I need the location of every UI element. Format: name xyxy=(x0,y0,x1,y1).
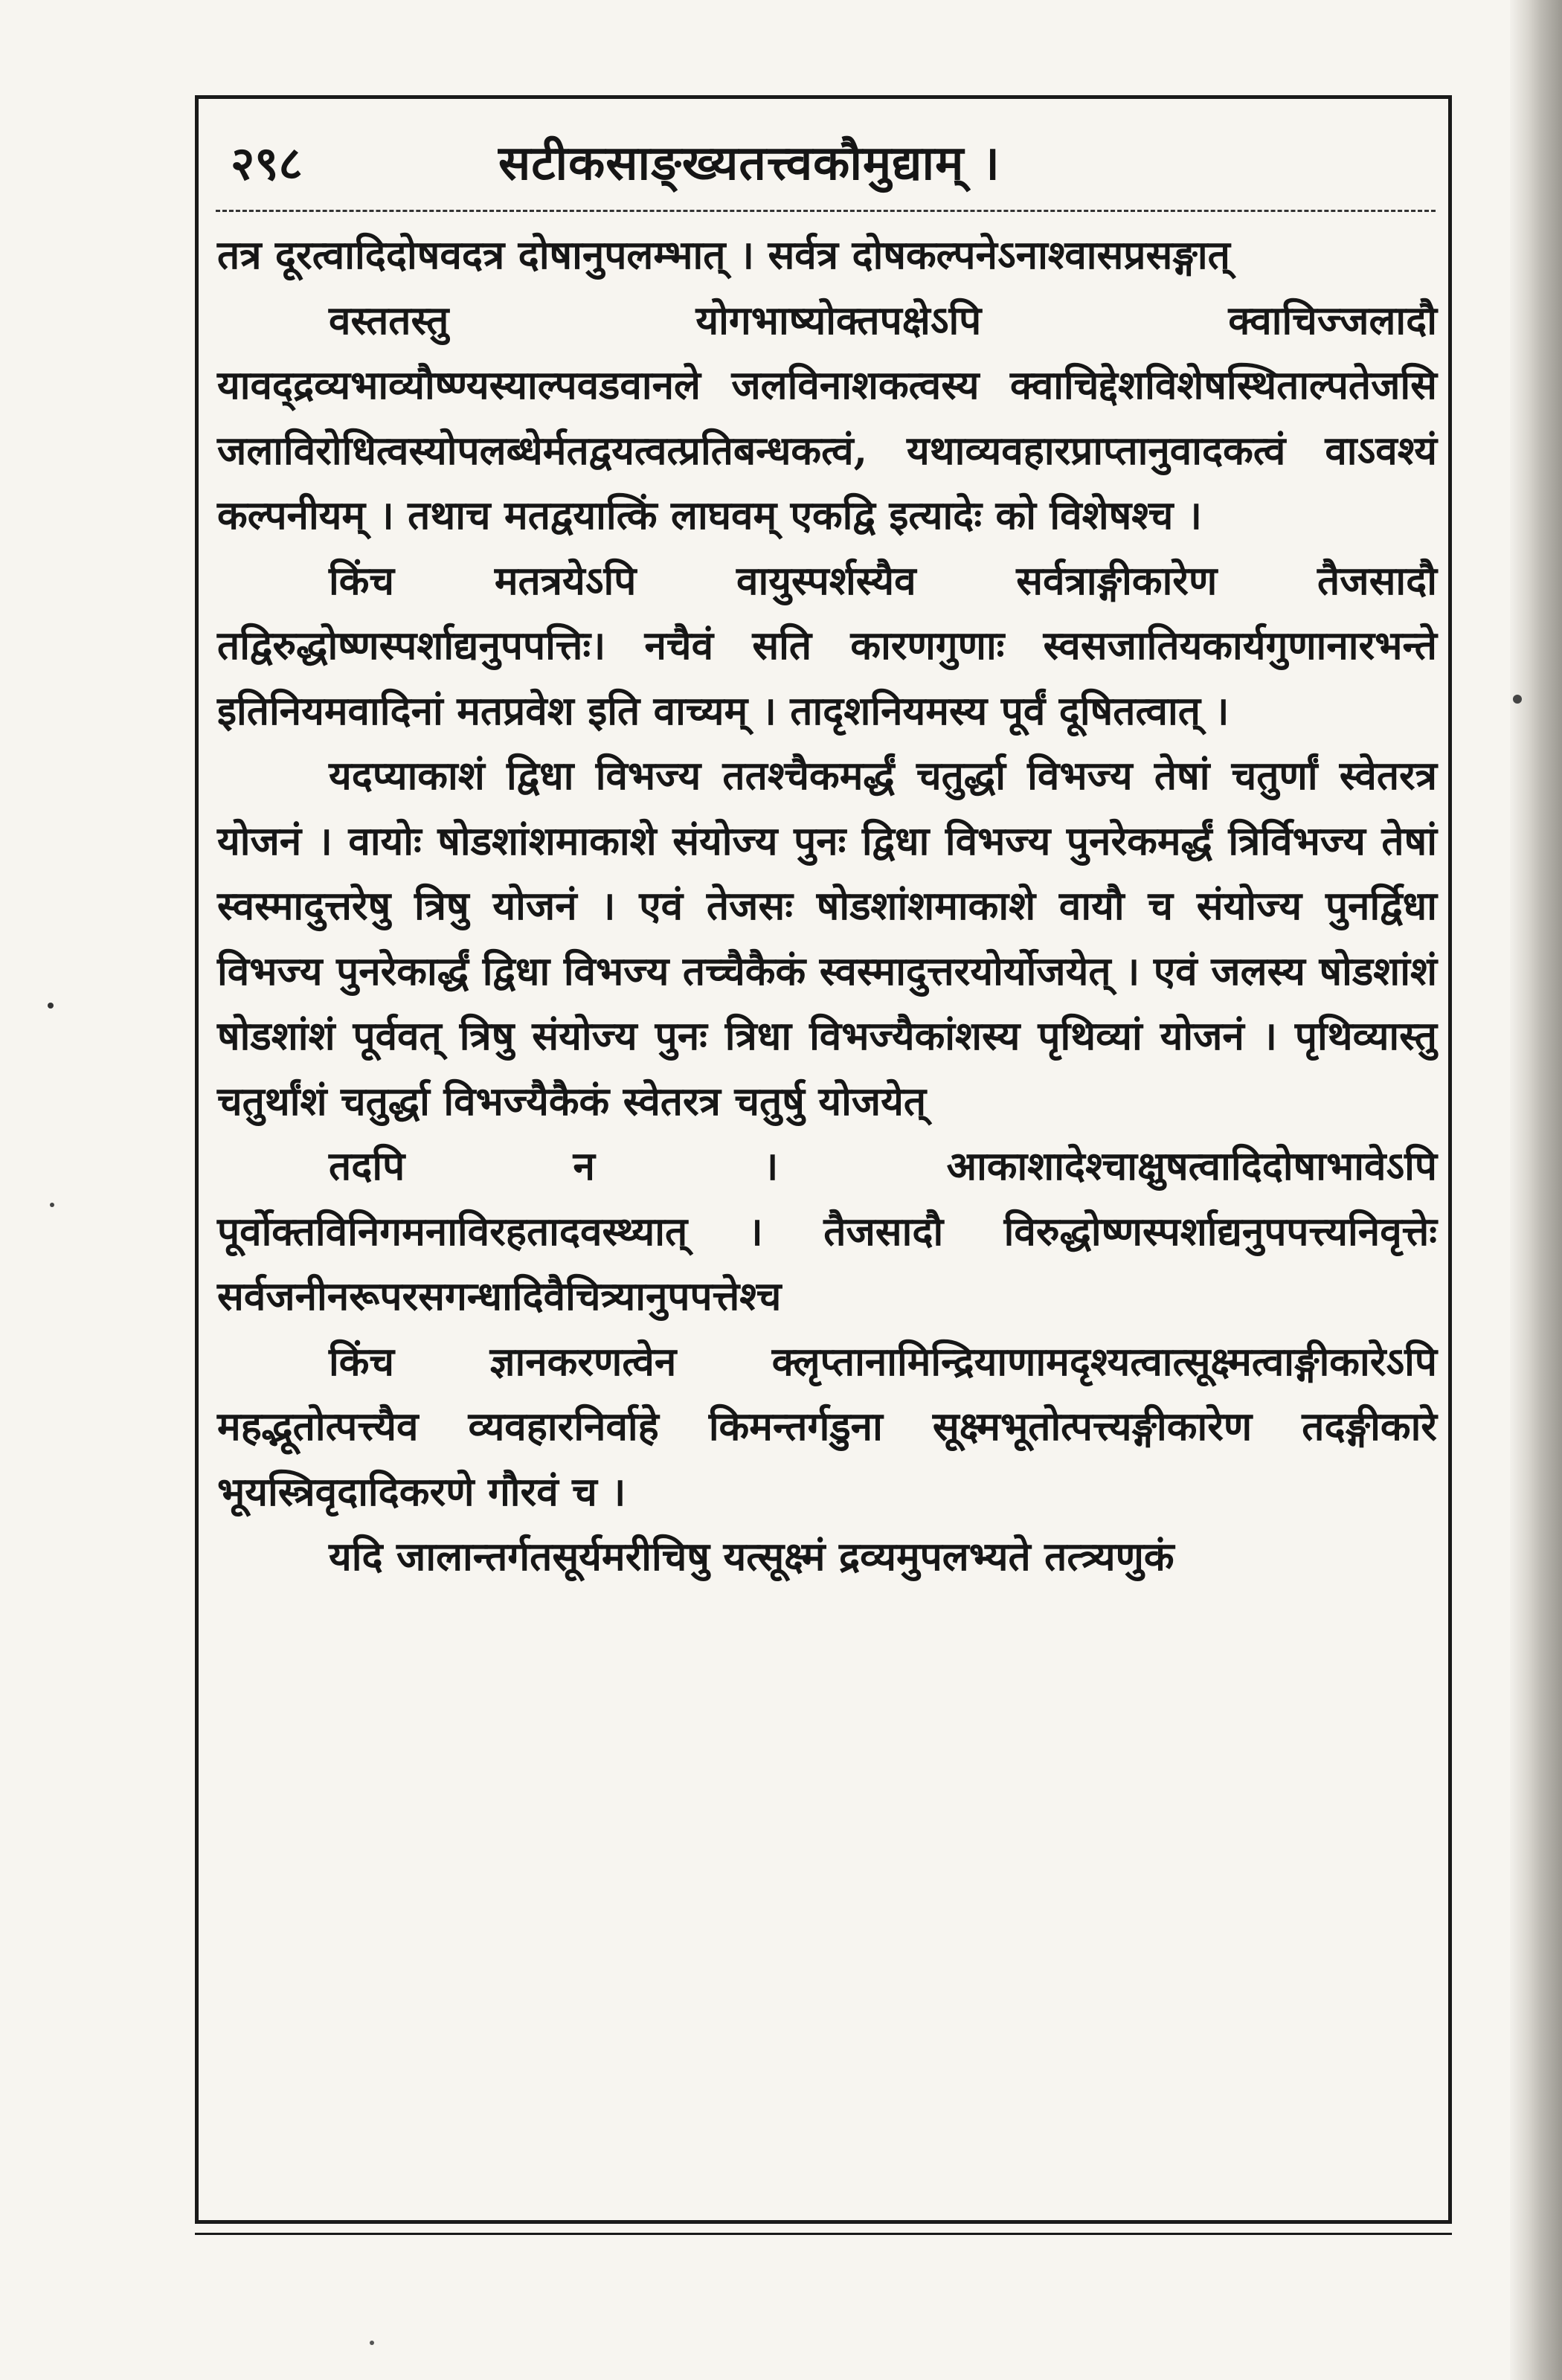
paragraph-3: किंच मतत्रयेऽपि वायुस्पर्शस्यैव सर्वत्राङ्गीकारेण तैजसादौ तद्विरुद्धोष्णस्पर्शाद्यनुपपत्तिः। नचैवं सति कारणगुणाः स्वसजातियकार्यगुणानारभन्ते इतिनियमवादिनां मतप्रवेश इति वाच्यम् । तादृशनियमस्य पूर्वं दूषितत्वात् । xyxy=(217,557,1437,734)
page-body xyxy=(217,223,1437,1590)
paragraph-1: तत्र दूरत्वादिदोषवदत्र दोषानुपलम्भात् । सर्वत्र दोषकल्पनेऽनाश्वासप्रसङ्गात् xyxy=(217,232,1230,278)
page-header xyxy=(216,126,1436,201)
page-border-bottom-rule xyxy=(195,2233,1452,2235)
header-divider xyxy=(216,210,1436,212)
page-edge-shadow xyxy=(1510,0,1562,2380)
speck-mark xyxy=(48,1003,54,1009)
speck-mark xyxy=(370,2341,374,2345)
paragraph-5: तदपि न । आकाशादेश्चाक्षुषत्वादिदोषाभावेऽपि पूर्वोक्तविनिगमनाविरहतादवस्थ्यात् । तैजसादौ विरुद्धोष्णस्पर्शाद्यनुपपत्त्यनिवृत्तेः सर्वजनीनरूपरसगन्धादिवैचित्र्यानुपपत्तेश्च xyxy=(217,1143,1437,1319)
paragraph-6: किंच ज्ञानकरणत्वेन क्लृप्तानामिन्द्रियाणामदृश्यत्वात्सूक्ष्मत्वाङ्गीकारेऽपि महद्भूतोत्पत्त्यैव व्यवहारनिर्वाहे किमन्तर्गडुना सूक्ष्मभूतोत्पत्त्यङ्गीकारेण तदङ्गीकारे भूयस्त्रिवृदादिकरणे गौरवं च । xyxy=(217,1338,1437,1515)
page-number: २९८ xyxy=(231,136,303,190)
paragraph-7: यदि जालान्तर्गतसूर्यमरीचिषु यत्सूक्ष्मं द्रव्यमुपलभ्यते तत्त्र्यणुकं xyxy=(329,1534,1174,1580)
speck-mark xyxy=(50,1203,54,1207)
paragraph-4: यदप्याकाशं द्विधा विभज्य ततश्चैकमर्द्धं चतुर्द्धा विभज्य तेषां चतुर्णां स्वेतरत्र योजनं । वायोः षोडशांशमाकाशे संयोज्य पुनः द्विधा विभज्य पुनरेकमर्द्धं त्रिर्विभज्य तेषां स्वस्मादुत्तरेषु त्रिषु योजनं । एवं तेजसः षोडशांशमाकाशे वायौ च संयोज्य पुनर्द्विधा विभज्य पुनरेकार्द्धं द्विधा विभज्य तच्चैकैकं स्वस्मादुत्तरयोर्योजयेत् । एवं जलस्य षोडशांशं षोडशांशं पूर्ववत् त्रिषु संयोज्य पुनः त्रिधा विभज्यैकांशस्य पृथिव्यां योजनं । पृथिव्यास्तु चतुर्थांशं चतुर्द्धा विभज्यैकैकं स्वेतरत्र चतुर्षु योजयेत् xyxy=(217,753,1437,1125)
running-head: सटीकसाङ्ख्यतत्त्वकौमुद्याम् । xyxy=(498,135,1000,191)
paragraph-2: वस्ततस्तु योगभाष्योक्तपक्षेऽपि क्वाचिज्जलादौ यावद्द्रव्यभाव्यौष्ण्यस्याल्पवडवानले जलविनाशकत्वस्य क्वाचिद्देशविशेषस्थिताल्पतेजसि जलाविरोधित्वस्योपलब्धेर्मतद्वयत्वत्प्रतिबन्धकत्वं, यथाव्यवहारप्राप्तानुवादकत्वं वाऽवश्यं कल्पनीयम् । तथाच मतद्वयात्किं लाघवम् एकद्वि इत्यादेः को विशेषश्च । xyxy=(217,297,1437,538)
